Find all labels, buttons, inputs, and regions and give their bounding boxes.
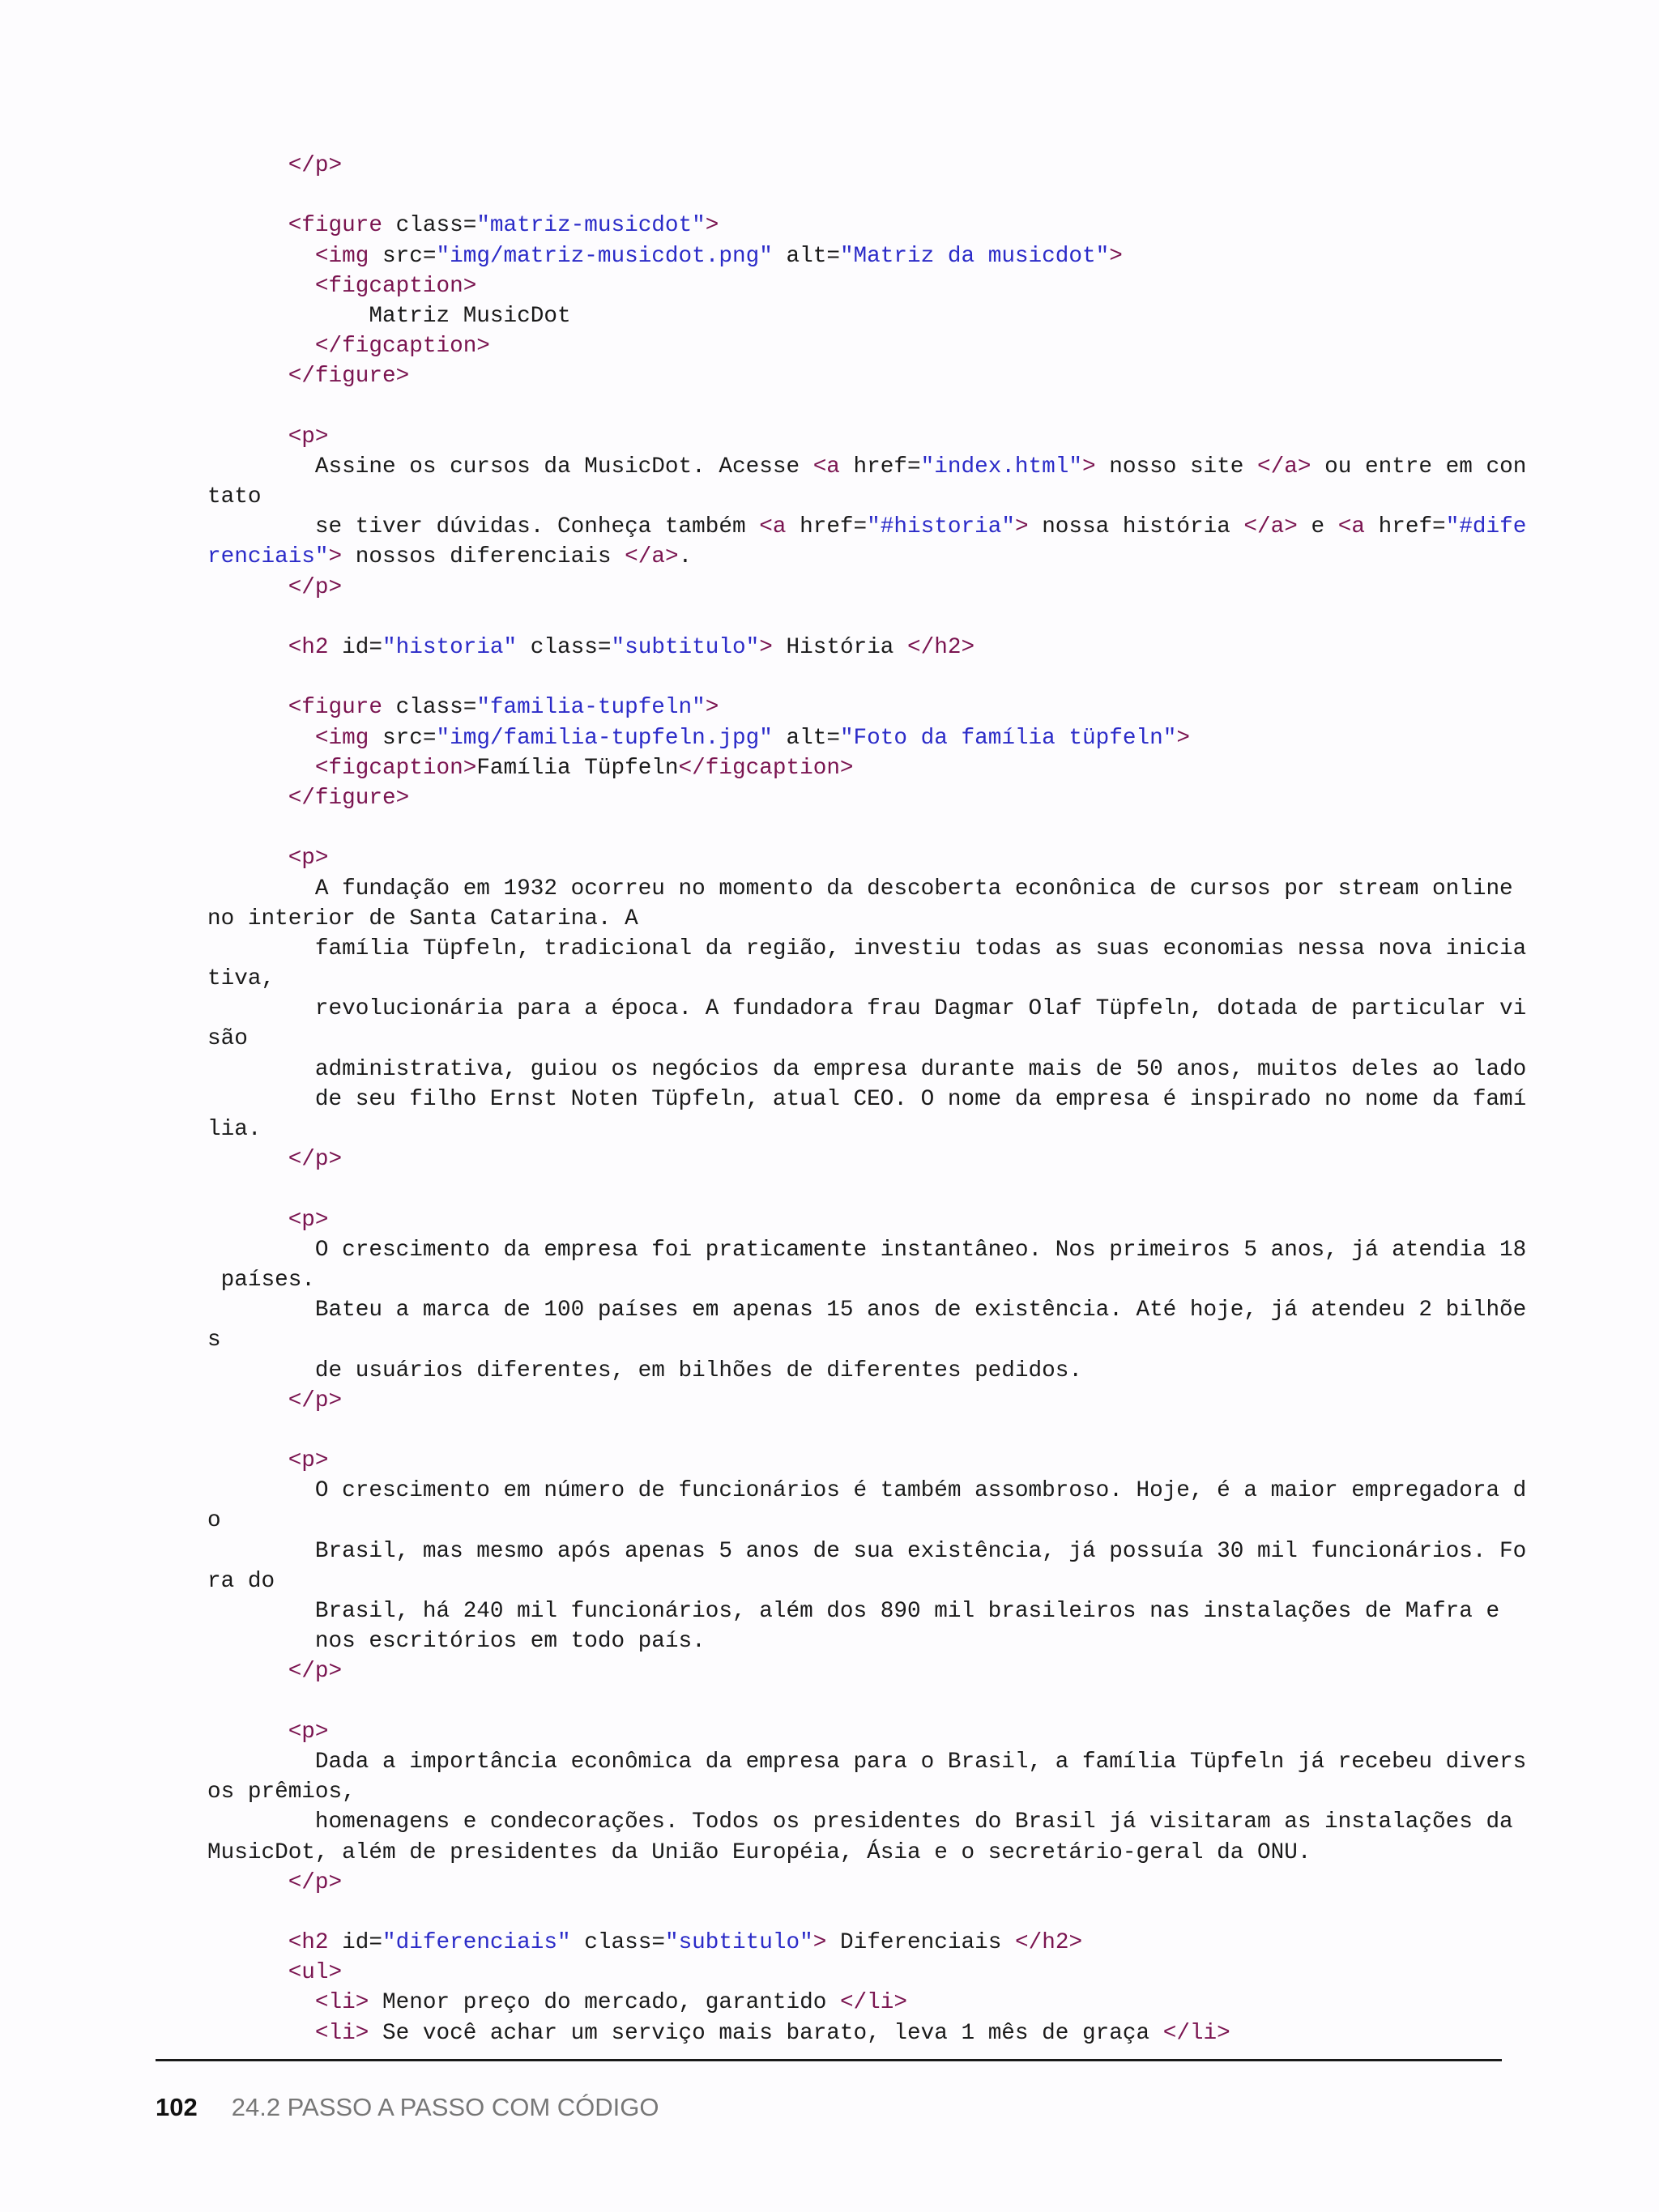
code-token: de usuários diferentes, em bilhões de diferentes pedidos. (207, 1357, 1082, 1383)
footer-divider (156, 2059, 1502, 2061)
code-token: class= (382, 213, 477, 239)
code-token: "historia" (382, 635, 518, 660)
code-token: revolucionária para a época. A fundadora frau Dagmar Olaf Tüpfeln, dotada de particular vi (207, 996, 1527, 1022)
code-line (207, 1536, 1527, 1566)
code-token: <a (812, 454, 840, 479)
code-token: </a> (625, 544, 679, 570)
code-token: homenagens e condecorações. Todos os presidentes do Brasil já visitaram as instalações da (207, 1809, 1513, 1835)
running-section-title: 24.2 PASSO A PASSO COM CÓDIGO (231, 2093, 659, 2121)
code-token: <p> (207, 1719, 329, 1745)
code-token: nossa história (1028, 514, 1244, 540)
code-token: os prêmios, (207, 1779, 356, 1805)
code-line (207, 181, 1503, 211)
code-token: <p> (207, 424, 329, 450)
code-token: de seu filho Ernst Noten Tüpfeln, atual CEO. O nome da empresa é inspirado no nome da famí (207, 1086, 1527, 1112)
page-footer (156, 2091, 659, 2124)
code-token: </p> (207, 1869, 343, 1895)
code-line (207, 1205, 1503, 1235)
code-token: Bateu a marca de 100 países em apenas 15 anos de existência. Até hoje, já atendeu 2 bilhõe (207, 1298, 1527, 1323)
code-token: Menor preço do mercado, garantido (369, 1990, 840, 2016)
code-token: > (1014, 514, 1029, 540)
code-token: > (705, 695, 719, 721)
code-token: o (207, 1508, 221, 1534)
code-token: Brasil, há 240 mil funcionários, além dos 890 mil brasileiros nas instalações de Mafra e (207, 1599, 1500, 1624)
code-token: tato (207, 484, 262, 510)
code-token: se tiver dúvidas. Conheça também (207, 514, 760, 540)
code-line (207, 573, 1503, 603)
code-line (207, 1386, 1503, 1416)
code-line (207, 301, 1503, 331)
code-line (207, 964, 1503, 994)
code-line (207, 1416, 1503, 1446)
code-line (207, 1235, 1527, 1265)
code-line (207, 603, 1503, 633)
code-line (207, 1325, 1503, 1355)
code-token: alt= (772, 725, 840, 751)
code-line (207, 843, 1503, 873)
code-token: MusicDot, além de presidentes da União Européia, Ásia e o secretário-geral da ONU. (207, 1839, 1311, 1865)
code-token: O crescimento em número de funcionários é também assombroso. Hoje, é a maior empregadora d (207, 1478, 1527, 1504)
code-line (207, 271, 1503, 301)
code-token: <a (759, 514, 787, 540)
code-line (207, 1446, 1503, 1476)
code-token: </a> (1257, 454, 1311, 479)
code-token: "familia-tupfeln" (476, 695, 706, 721)
code-token: O crescimento da empresa foi praticamente instantâneo. Nos primeiros 5 anos, já atendia 18 (207, 1237, 1527, 1263)
code-token: Diferenciais (826, 1930, 1015, 1956)
code-token: "subtitulo" (664, 1930, 813, 1956)
code-token: <p> (207, 846, 329, 872)
code-token: A fundação em 1932 ocorreu no momento da descoberta econônica de cursos por stream online (207, 876, 1513, 901)
code-line (207, 1174, 1503, 1204)
code-line (207, 241, 1503, 271)
code-token: alt= (772, 243, 840, 269)
code-listing (207, 151, 1527, 2048)
code-line (207, 693, 1503, 722)
code-token: Matriz MusicDot (207, 303, 571, 329)
code-line (207, 1085, 1527, 1115)
code-token: História (772, 635, 908, 660)
code-line (207, 1717, 1503, 1747)
code-line (207, 1476, 1527, 1506)
code-line (207, 1115, 1503, 1144)
code-token: <figcaption> (207, 755, 477, 781)
code-line (207, 211, 1503, 241)
code-token: </h2> (907, 635, 975, 660)
code-token: </li> (839, 1990, 908, 2016)
code-line (207, 1687, 1503, 1717)
code-line (207, 331, 1503, 361)
code-token: </figcaption> (678, 755, 854, 781)
code-token: <h2 (207, 1930, 329, 1956)
code-token: > (759, 635, 773, 660)
code-token: </p> (207, 574, 343, 600)
code-line (207, 813, 1503, 843)
code-token: são (207, 1026, 248, 1052)
code-token: id= (328, 635, 383, 660)
code-line (207, 994, 1527, 1024)
code-token: <img (207, 725, 369, 751)
code-token: </figure> (207, 364, 410, 390)
code-line (207, 723, 1503, 753)
code-token: src= (369, 725, 437, 751)
code-token: "Matriz da musicdot" (839, 243, 1110, 269)
code-token: </p> (207, 1147, 343, 1173)
code-token: "matriz-musicdot" (476, 213, 706, 239)
code-token: "img/matriz-musicdot.png" (436, 243, 773, 269)
code-line (207, 1566, 1503, 1596)
code-line (207, 1356, 1503, 1386)
code-token: ra do (207, 1568, 275, 1594)
code-line (207, 1656, 1503, 1686)
code-token: </figure> (207, 785, 410, 811)
code-line (207, 1144, 1503, 1174)
code-token: </a> (1243, 514, 1298, 540)
code-line (207, 361, 1503, 391)
code-token: Se você achar um serviço mais barato, leva 1 mês de graça (369, 2020, 1163, 2046)
code-token: . (678, 544, 693, 570)
code-token: href= (839, 454, 921, 479)
code-line (207, 934, 1527, 964)
code-line (207, 1928, 1503, 1958)
code-token: </h2> (1014, 1930, 1083, 1956)
code-line (207, 422, 1503, 452)
code-token: lia. (207, 1117, 262, 1142)
code-token: no interior de Santa Catarina. A (207, 906, 638, 931)
code-token: class= (517, 635, 612, 660)
code-line (207, 2018, 1503, 2048)
code-token: <p> (207, 1207, 329, 1233)
code-token: nossos diferenciais (342, 544, 625, 570)
code-line (207, 1024, 1503, 1054)
code-line (207, 904, 1503, 934)
code-line (207, 663, 1503, 693)
code-token: "index.html" (920, 454, 1083, 479)
code-line (207, 1958, 1503, 1988)
code-token: > (1176, 725, 1190, 751)
code-token: id= (328, 1930, 383, 1956)
code-token: <img (207, 243, 369, 269)
code-line (207, 633, 1503, 663)
code-token: <figcaption> (207, 273, 477, 299)
code-line (207, 1868, 1503, 1898)
code-token: nos escritórios em todo país. (207, 1629, 706, 1655)
code-token: </p> (207, 1387, 343, 1413)
code-token: "#historia" (867, 514, 1015, 540)
code-line (207, 1596, 1503, 1626)
code-token: <figure (207, 213, 382, 239)
code-token: </p> (207, 1659, 343, 1685)
code-token: <h2 (207, 635, 329, 660)
code-line (207, 753, 1503, 783)
code-token: renciais" (207, 544, 329, 570)
code-line (207, 874, 1513, 904)
code-token: família Tüpfeln, tradicional da região, investiu todas as suas economias nessa nova inicia (207, 936, 1527, 961)
code-line (207, 482, 1503, 512)
code-token: class= (382, 695, 477, 721)
code-token: </figcaption> (207, 334, 490, 360)
code-line (207, 1747, 1527, 1777)
code-line (207, 783, 1503, 813)
code-line (207, 1807, 1513, 1837)
code-token: Brasil, mas mesmo após apenas 5 anos de sua existência, já possuía 30 mil funcionários. Fo (207, 1538, 1527, 1564)
code-token: Dada a importância econômica da empresa para o Brasil, a família Tüpfeln já recebeu divers (207, 1749, 1527, 1775)
code-line (207, 1988, 1503, 2018)
code-token: ou entre em con (1311, 454, 1527, 479)
code-token: <ul> (207, 1960, 343, 1986)
code-token: </li> (1162, 2020, 1230, 2046)
code-line (207, 512, 1527, 542)
code-line (207, 1295, 1527, 1325)
code-token: "img/familia-tupfeln.jpg" (436, 725, 773, 751)
code-line (207, 1898, 1503, 1928)
code-token: <p> (207, 1448, 329, 1474)
code-line (207, 1777, 1503, 1807)
page-number: 102 (156, 2093, 198, 2121)
code-token: > (1109, 243, 1123, 269)
code-line (207, 151, 1503, 181)
code-line (207, 452, 1527, 482)
code-token: </p> (207, 153, 343, 178)
code-token: Assine os cursos da MusicDot. Acesse (207, 454, 813, 479)
code-token: class= (570, 1930, 665, 1956)
code-line (207, 1055, 1527, 1085)
code-line (207, 1265, 1503, 1295)
code-line (207, 1506, 1503, 1536)
code-line (207, 1838, 1503, 1868)
code-token: "Foto da família tüpfeln" (839, 725, 1177, 751)
code-line (207, 1626, 1503, 1656)
code-token: "subtitulo" (611, 635, 760, 660)
code-token: "diferenciais" (382, 1930, 571, 1956)
code-token: administrativa, guiou os negócios da empresa durante mais de 50 anos, muitos deles ao lado (207, 1056, 1527, 1082)
code-token: s (207, 1328, 221, 1353)
code-token: países. (207, 1267, 315, 1293)
code-token: href= (1364, 514, 1446, 540)
code-token: > (1082, 454, 1096, 479)
code-token: nosso site (1095, 454, 1258, 479)
code-token: Família Tüpfeln (476, 755, 679, 781)
code-token: href= (786, 514, 868, 540)
code-token: <li> (207, 1990, 369, 2016)
code-token: > (812, 1930, 827, 1956)
code-token: e (1297, 514, 1338, 540)
code-token: <li> (207, 2020, 369, 2046)
code-token: src= (369, 243, 437, 269)
code-token: > (328, 544, 343, 570)
code-token: tiva, (207, 966, 275, 992)
code-line (207, 542, 1503, 572)
code-token: <a (1337, 514, 1365, 540)
code-token: "#dife (1445, 514, 1527, 540)
code-line (207, 392, 1503, 422)
code-token: <figure (207, 695, 382, 721)
code-token: > (705, 213, 719, 239)
